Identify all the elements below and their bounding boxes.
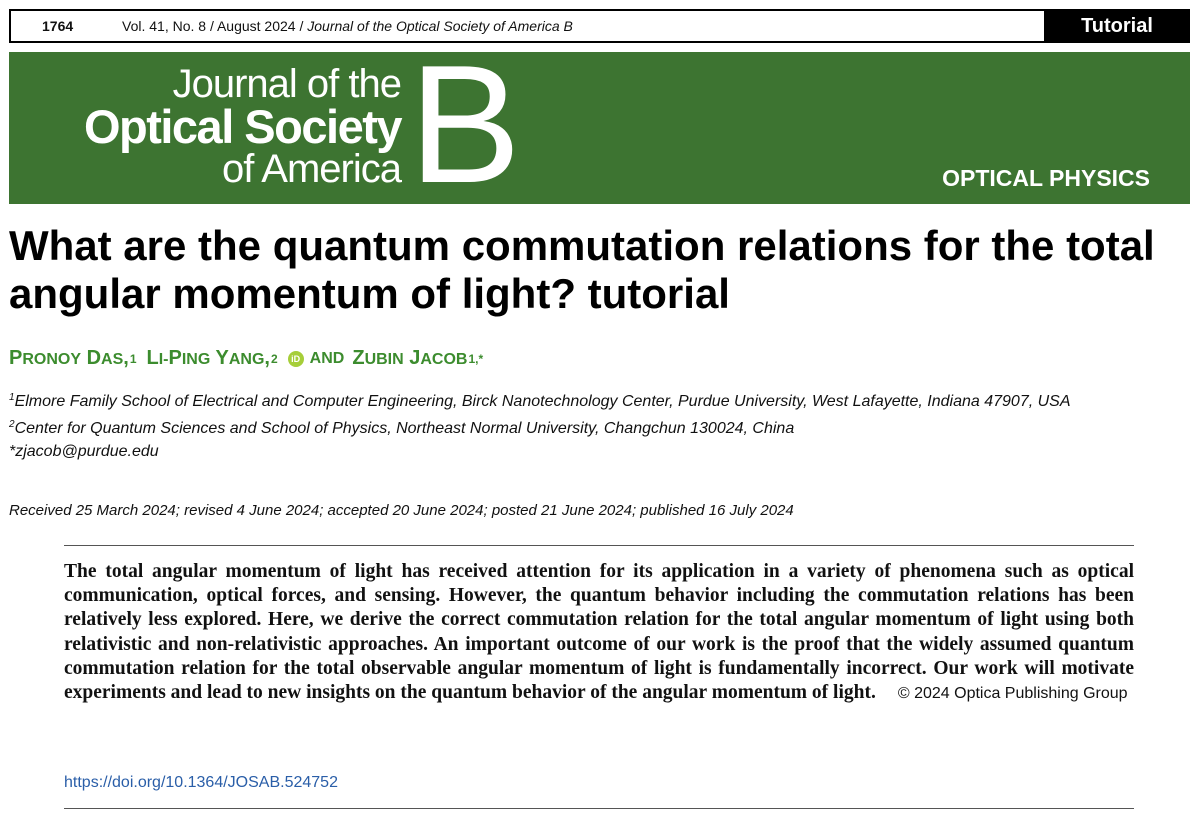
copyright: © 2024 Optica Publishing Group <box>897 685 1128 703</box>
issue-info: Vol. 41, No. 8 / August 2024 / <box>122 18 308 34</box>
author-affil-sup: 2 <box>270 351 278 366</box>
author-jacob[interactable]: ZUBIN JACOB <box>352 347 468 369</box>
issue-line <box>122 18 573 34</box>
abstract-text: The total angular momentum of light has received attention for its application in a variety of phenomena such as optical communication, optical forces, and sensing. However, the quantum behavior including the commutation relations has been relatively less explored. Here, we derive the correct commutation relation for the total angular momentum of light using both relativistic and non-relativistic approaches. An important outcome of our work is the proof that the widely assumed quantum commutation relation for the total observable angular momentum of light is fundamentally incorrect. Our work will motivate experiments and lead to new insights on the quantum behavior of the angular momentum of light. <box>64 561 1134 704</box>
affiliation-2: $^2$Center for Quantum Sciences and School of Physics, Northeast Normal University, Changchun 130024, China <box>9 419 795 437</box>
section-label: OPTICAL PHYSICS <box>942 165 1150 191</box>
author-conjunction: AND <box>309 349 345 367</box>
tutorial-tag: Tutorial <box>1044 9 1190 43</box>
author-affil-sup: 1,* <box>468 351 484 366</box>
masthead-line-3: of America <box>222 147 401 191</box>
journal-masthead <box>31 62 401 191</box>
author-yang[interactable]: LI-PING YANG <box>146 347 265 369</box>
masthead-line-2: Optical Society <box>83 100 401 153</box>
article-title: What are the quantum commutation relations for the total angular momentum of light? tutorial <box>9 222 1155 317</box>
affiliations <box>9 386 1189 463</box>
author-affil-sup: 1 <box>129 351 137 366</box>
journal-name: Journal of the Optical Society of America B <box>307 18 573 34</box>
affiliation-1: $^1$Elmore Family School of Electrical and Computer Engineering, Birck Nanotechnology Center, Purdue University, West Lafayette, Indiana 47907, USA <box>9 392 1071 410</box>
author-das[interactable]: PRONOY DAS <box>9 347 124 369</box>
abstract-bottom-rule <box>64 808 1134 809</box>
corresponding-email[interactable]: *zjacob@purdue.edu <box>9 443 159 460</box>
abstract <box>64 560 1134 706</box>
page-number: 1764 <box>42 18 74 34</box>
author-list: PRONOY DAS , 1 LI-PING YANG , 2 iD AND ZUBIN JACOB 1,* <box>9 347 484 369</box>
journal-banner <box>9 52 1190 204</box>
running-head <box>9 9 1190 43</box>
article-dates: Received 25 March 2024; revised 4 June 2024; accepted 20 June 2024; posted 21 June 2024; published 16 July 2024 <box>9 502 794 519</box>
orcid-icon[interactable]: iD <box>288 351 304 367</box>
doi-link[interactable]: https://doi.org/10.1364/JOSAB.524752 <box>64 774 338 791</box>
masthead-letter: B <box>409 52 522 204</box>
masthead-line-1: Journal of the <box>172 62 401 106</box>
abstract-top-rule <box>64 545 1134 546</box>
